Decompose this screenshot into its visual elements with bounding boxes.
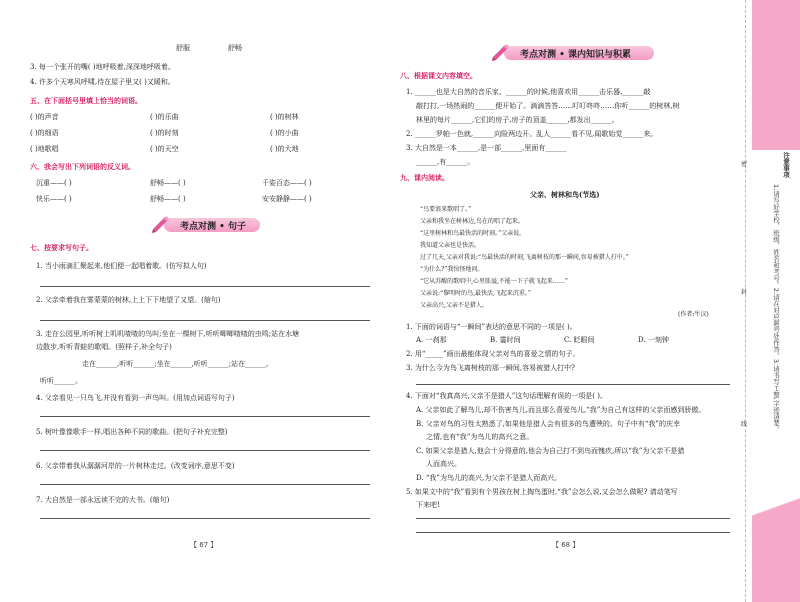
reading-q4-b-cont: 之情,也有“我”为鸟儿的高兴之意。 xyxy=(426,433,534,441)
s3-template-a: 走在______,听听______;坐在______,听听______;站在______, xyxy=(82,360,269,368)
sec5-r2c1: ( )的细语 xyxy=(30,129,59,137)
s5-answer-line[interactable] xyxy=(40,450,370,451)
reading-title: 父亲、树林和鸟(节选) xyxy=(530,190,600,199)
pen-icon xyxy=(490,40,512,62)
fill-1b: 敲打打,一场热闹的______便开始了。滴滴答答……叮叮咚咚……你听______的树林,树 xyxy=(416,102,680,110)
section-8-title: 八、根据课文内容填空。 xyxy=(400,72,477,80)
s1-text: 1. 当小雨滴汇聚起来,他们便一起唱着歌。(仿写拟人句) xyxy=(36,262,207,270)
s6-text: 6. 父亲带着我从潺潺河岸的一片树林走过。(改变词序,意思不变) xyxy=(36,462,235,470)
s5-text: 5. 树叶像像歌手一样,唱出各种不同的歌曲。(把句子补充完整) xyxy=(36,428,228,436)
passage-p5: 过了几天,父亲对我说:“鸟最快活的时刻,飞离树枝的那一瞬间,容易被猎人打中。” xyxy=(420,254,629,261)
s3-text-b: 边散步,听听青蛙的歌唱。(照样子,补全句子) xyxy=(36,343,172,351)
passage-p2: 父亲和我坐在树林边,鸟在的唱了起来。 xyxy=(420,218,524,225)
section-9-title: 九、课内阅读。 xyxy=(400,174,449,182)
reading-q2: 2. 用“_____”画出最能体现父亲对鸟的喜爱之情的句子。 xyxy=(406,350,580,358)
fold-label-feng: 封 xyxy=(741,289,748,296)
passage-p7: “它从苏醒的歌唱中,心里胀溢,不能一下子就飞起来……” xyxy=(420,278,568,285)
reading-q1: 1. 下面的词语与“一瞬间”表达的意思不同的一项是( )。 xyxy=(406,323,577,331)
sec6-r1c1: 沉重——( ) xyxy=(36,179,72,187)
sec5-r2c3: ( )的小曲 xyxy=(270,129,299,137)
q4-text: 4. 许多个天寒风呼啸,待在屋子里又( )又暖和。 xyxy=(30,78,175,86)
page-number-67: 【 67 】 xyxy=(190,541,218,549)
notes-title: 注意事项 xyxy=(782,152,790,178)
fold-label-mi: 密 xyxy=(741,161,748,168)
reading-q4-c[interactable]: C. 如果父亲是猎人,他会十分得意的,他会为自己打不到鸟而愧疚,所以“我”为父亲不是猎 xyxy=(416,447,685,455)
sec6-r2c3: 安安静静——( ) xyxy=(262,195,312,203)
s1-answer-line[interactable] xyxy=(40,286,370,287)
reading-q5-cont: 下来吧! xyxy=(416,501,440,509)
s4-text: 4. 父亲看见一只鸟飞,并没有看到一声鸟叫。(用加点词语写句子) xyxy=(36,394,235,402)
banner-text: 考点对测 • 句子 xyxy=(180,222,247,232)
reading-q4: 4. 下面对“我真高兴,父亲不是猎人”这句话理解有误的一项是( )。 xyxy=(406,392,607,400)
fill-1c: 林里的每片______,它们的房子,房子的顶盖______,都发出______。 xyxy=(416,116,619,124)
word-1: 舒服 xyxy=(176,44,190,52)
reading-q4-c-cont: 人而高兴。 xyxy=(426,460,461,468)
sec5-r2c2: ( )的时刻 xyxy=(150,129,179,137)
fill-3b: ______,有______。 xyxy=(416,158,475,166)
s2-text: 2. 父亲牵着我在雾蒙蒙的树林,上上下下地望了又望。(缩句) xyxy=(36,296,221,304)
reading-q1-option-d[interactable]: D. 一刻钟 xyxy=(638,336,669,344)
sec5-r3c1: ( )地歌唱 xyxy=(30,145,59,153)
page-number-68: 【 68 】 xyxy=(552,541,580,549)
passage-p8: 父亲说:“黎明时的鸟,最快活,飞起来沉重。” xyxy=(420,290,531,297)
reading-q5: 5. 如果文中的“我”看到有个男孩在树上掏鸟蛋时,“我”会怎么说,又会怎么做呢? 请动笔写 xyxy=(406,488,678,496)
sec6-r2c1: 快乐——( ) xyxy=(36,195,72,203)
passage-p4: 我知道父亲也是快活。 xyxy=(420,242,481,249)
q3-text: 3. 每一个张开的嘴( )地呼吸着,深深地呼吸着。 xyxy=(30,63,175,71)
section-banner-knowledge xyxy=(490,44,660,62)
sec5-r1c2: ( )的乐曲 xyxy=(150,113,179,121)
sec5-r3c3: ( )的大地 xyxy=(270,145,299,153)
reading-q3-answer-line[interactable] xyxy=(416,384,730,385)
s7-answer-line[interactable] xyxy=(40,518,370,519)
pen-icon xyxy=(150,212,172,234)
s6-answer-line[interactable] xyxy=(40,484,370,485)
section-banner-sentences xyxy=(150,216,260,234)
s3-text-a: 3. 走在公园里,听听树上叽叽喳喳的鸟叫;坐在一棵树下,听听唧唧喳喳的虫鸣;站在水塘 xyxy=(36,330,300,338)
sec6-r1c2: 舒畅——( ) xyxy=(150,179,186,187)
reading-q4-d[interactable]: D. “我”为鸟儿的高兴,为父亲不是猎人而高兴。 xyxy=(416,474,562,482)
sec6-r2c2: 舒畅——( ) xyxy=(150,195,186,203)
reading-q1-option-c[interactable]: C. 眨眼间 xyxy=(564,336,595,344)
reading-q1-option-a[interactable]: A. 一刹那 xyxy=(416,336,447,344)
reading-q4-a[interactable]: A. 父亲如此了解鸟儿,却不伤害鸟儿,而且那么喜爱鸟儿,“我”为自己有这样的父亲而感到骄傲。 xyxy=(416,406,706,414)
section-5-title: 五、在下面括号里填上恰当的词语。 xyxy=(30,97,142,105)
pink-decor-bottom xyxy=(752,470,800,602)
passage-p9: 父亲高兴,父亲不是猎人。 xyxy=(420,302,488,309)
fill-2: 2. ______罗帕一色就,______向险两边开。乱人______看不见,闻歌始觉______来。 xyxy=(406,130,658,138)
fold-label-xian: 线 xyxy=(741,421,748,428)
s4-answer-line[interactable] xyxy=(40,416,370,417)
sec5-r3c2: ( )的天空 xyxy=(150,145,179,153)
reading-q3: 3. 为什么今为鸟飞离树枝的那一瞬间,容易被猎人打中? xyxy=(406,364,575,372)
reading-q4-b[interactable]: B. 父亲对鸟的习性太熟悉了,如果他是猎人会有很多的鸟遭殃的。句子中有“我”的庆幸 xyxy=(416,420,680,428)
passage-p6: “为什么?”我惊怪地问。 xyxy=(420,266,484,273)
s3-template-b: 听听______。 xyxy=(40,377,82,385)
passage-author: (作者:牛汉) xyxy=(678,311,709,318)
notes-body: 1.请写好学校、班级、姓名和考号。2.请在对应题号处作答。3.请书写工整,字迹清楚。 xyxy=(772,184,780,433)
reading-q5-answer-line-2[interactable] xyxy=(416,532,730,533)
pink-decor-top xyxy=(752,0,800,150)
fold-line xyxy=(745,0,746,602)
right-page xyxy=(400,0,740,602)
sec5-r1c3: ( )的树林 xyxy=(270,113,299,121)
sec5-r1c1: ( )的声音 xyxy=(30,113,59,121)
word-2: 舒畅 xyxy=(228,44,242,52)
reading-q1-option-b[interactable]: B. 霎时间 xyxy=(490,336,521,344)
passage-p3: “这里树林和鸟最快活的时刻。”父亲说。 xyxy=(420,230,526,237)
s7-text: 7. 大自然是一部永远读不完的大书。(缩句) xyxy=(36,496,170,504)
fill-3a: 3. 大自然是一本______,是一部______,里面有______ xyxy=(406,144,567,152)
reading-q5-answer-line-1[interactable] xyxy=(416,518,730,519)
section-6-title: 六、我会写出下列词语的反义词。 xyxy=(30,163,135,171)
s2-answer-line[interactable] xyxy=(40,320,370,321)
banner-text: 考点对测 • 课内知识与积累 xyxy=(520,50,632,60)
section-7-title: 七、按要求写句子。 xyxy=(30,244,93,252)
notes-box xyxy=(760,150,794,470)
passage-p1: “鸟要浪来歌唱了。” xyxy=(420,206,472,213)
sec6-r1c3: 千姿百态——( ) xyxy=(262,179,312,187)
fill-1a: 1. ______也是大自然的音乐家。______的时候,他喜欢用______击乐器,______敲 xyxy=(406,88,651,96)
